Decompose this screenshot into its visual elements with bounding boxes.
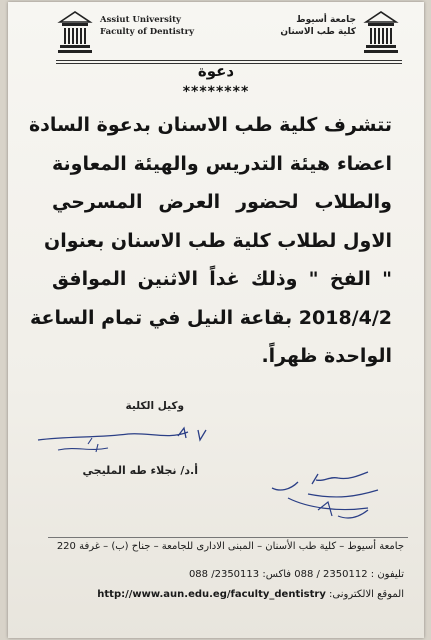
university-name-en: Assiut University: [100, 15, 181, 25]
university-logo-left: [56, 8, 94, 56]
letter-body: [28, 106, 392, 376]
university-logo-right: [362, 8, 400, 56]
header-arabic: [258, 14, 356, 38]
header-divider: [56, 60, 402, 61]
footer-phone: تليفون : 2350112 / 088 فاكس: 2350113/ 088: [188, 569, 404, 580]
body-line: الواحدة ظهراً.: [261, 345, 392, 367]
letter-title: دعوة: [197, 62, 235, 80]
handwritten-signature: [28, 410, 228, 470]
footer-divider: [48, 537, 408, 538]
header-english: [100, 14, 230, 38]
body-line: اعضاء هيئة التدريس والهيئة المعاونة: [52, 152, 392, 175]
faculty-name-ar: كلية طب الاسنان: [280, 27, 356, 37]
signatory-title: وكيل الكلية: [125, 400, 184, 412]
second-signature: [258, 460, 408, 540]
body-line: تتشرف كلية طب الاسنان بدعوة السادة: [28, 114, 392, 136]
university-name-ar: جامعة أسيوط: [296, 15, 356, 25]
body-line: والطلاب لحضور العرض المسرحي: [52, 191, 392, 213]
title-stars: ********: [182, 84, 250, 100]
body-line: " الفخ " وذلك غداً الاثنين الموافق: [52, 268, 392, 290]
signatory-name: أ.د/ نجلاء طه المليجي: [82, 464, 198, 477]
body-line: 2018/4/2 بقاعة النيل في تمام الساعة: [29, 306, 392, 329]
website-link[interactable]: http://www.aun.edu.eg/faculty_dentistry: [97, 589, 326, 600]
footer-website: [48, 588, 404, 601]
letter-page: [8, 2, 424, 638]
footer-address: جامعة أسيوط – كلية طب الأسنان – المبنى الادارى للجامعة – جناح (ب) – غرفة 220: [56, 541, 404, 552]
faculty-name-en: Faculty of Dentistry: [100, 27, 195, 37]
website-label: الموقع الالكترونى:: [329, 589, 404, 600]
body-line: الاول لطلاب كلية طب الاسنان بعنوان: [44, 229, 392, 252]
